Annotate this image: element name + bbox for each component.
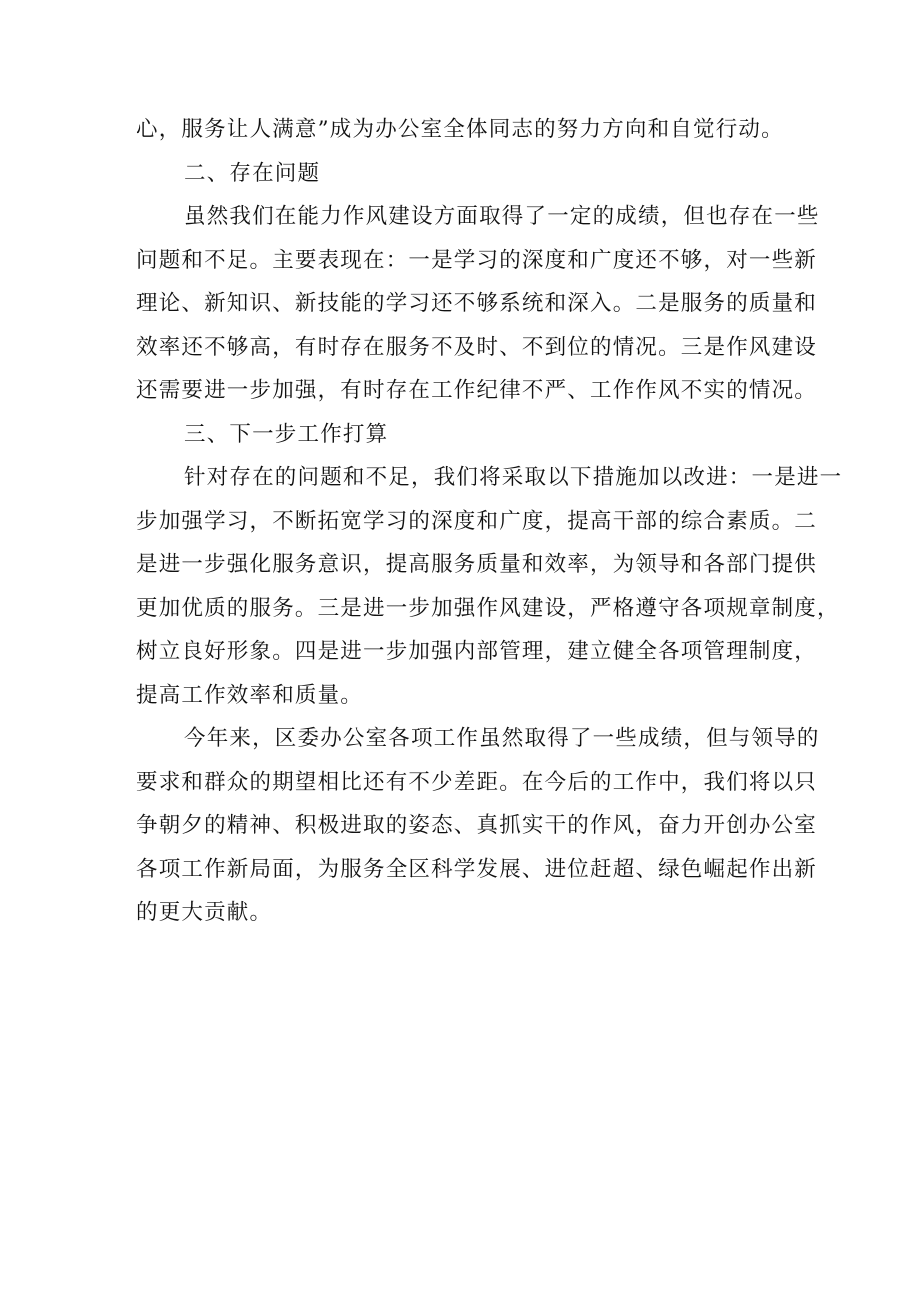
heading-text: 三、下一步工作打算 bbox=[184, 421, 389, 447]
document-body bbox=[136, 108, 843, 935]
text-line: 提高工作效率和质量。 bbox=[136, 682, 364, 708]
paragraph-conclusion bbox=[136, 717, 820, 935]
text-line: 的更大贡献。 bbox=[136, 900, 273, 925]
section-heading-next-steps bbox=[136, 413, 784, 457]
text-line: 步加强学习，不断拓宽学习的深度和广度，提高干部的综合素质。二 bbox=[136, 508, 818, 534]
paragraph-problems bbox=[136, 195, 820, 413]
text-line: 树立良好形象。四是进一步加强内部管理，建立健全各项管理制度， bbox=[136, 639, 818, 664]
text-line: 今年来，区委办公室各项工作虽然取得了一些成绩，但与领导的 bbox=[184, 726, 820, 751]
text-line: 更加优质的服务。三是进一步加强作风建设，严格遵守各项规章制度， bbox=[136, 595, 840, 621]
heading-text: 二、存在问题 bbox=[184, 160, 321, 186]
text-line: 虽然我们在能力作风建设方面取得了一定的成绩，但也存在一些 bbox=[184, 204, 820, 229]
text-line: 争朝夕的精神、积极进取的姿态、真抓实干的作风，奋力开创办公室 bbox=[136, 813, 818, 838]
text-line: 问题和不足。主要表现在：一是学习的深度和广度还不够，对一些新 bbox=[136, 247, 818, 273]
text-line: 还需要进一步加强，有时存在工作纪律不严、工作作风不实的情况。 bbox=[136, 378, 818, 403]
text-line: 针对存在的问题和不足，我们将采取以下措施加以改进：一是进一 bbox=[184, 465, 843, 490]
paragraph-next-steps bbox=[136, 456, 843, 717]
text-line: 是进一步强化服务意识，提高服务质量和效率，为领导和各部门提供 bbox=[136, 552, 818, 577]
section-heading-problems bbox=[136, 152, 784, 196]
text-line: 效率还不够高，有时存在服务不及时、不到位的情况。三是作风建设 bbox=[136, 334, 818, 360]
text-line: 各项工作新局面，为服务全区科学发展、进位赶超、绿色崛起作出新 bbox=[136, 856, 818, 882]
paragraph-closing-fragment bbox=[136, 108, 784, 152]
text-line: 心，服务让人满意”成为办公室全体同志的努力方向和自觉行动。 bbox=[136, 117, 784, 142]
text-line: 理论、新知识、新技能的学习还不够系统和深入。二是服务的质量和 bbox=[136, 291, 818, 316]
text-line: 要求和群众的期望相比还有不少差距。在今后的工作中，我们将以只 bbox=[136, 769, 818, 795]
